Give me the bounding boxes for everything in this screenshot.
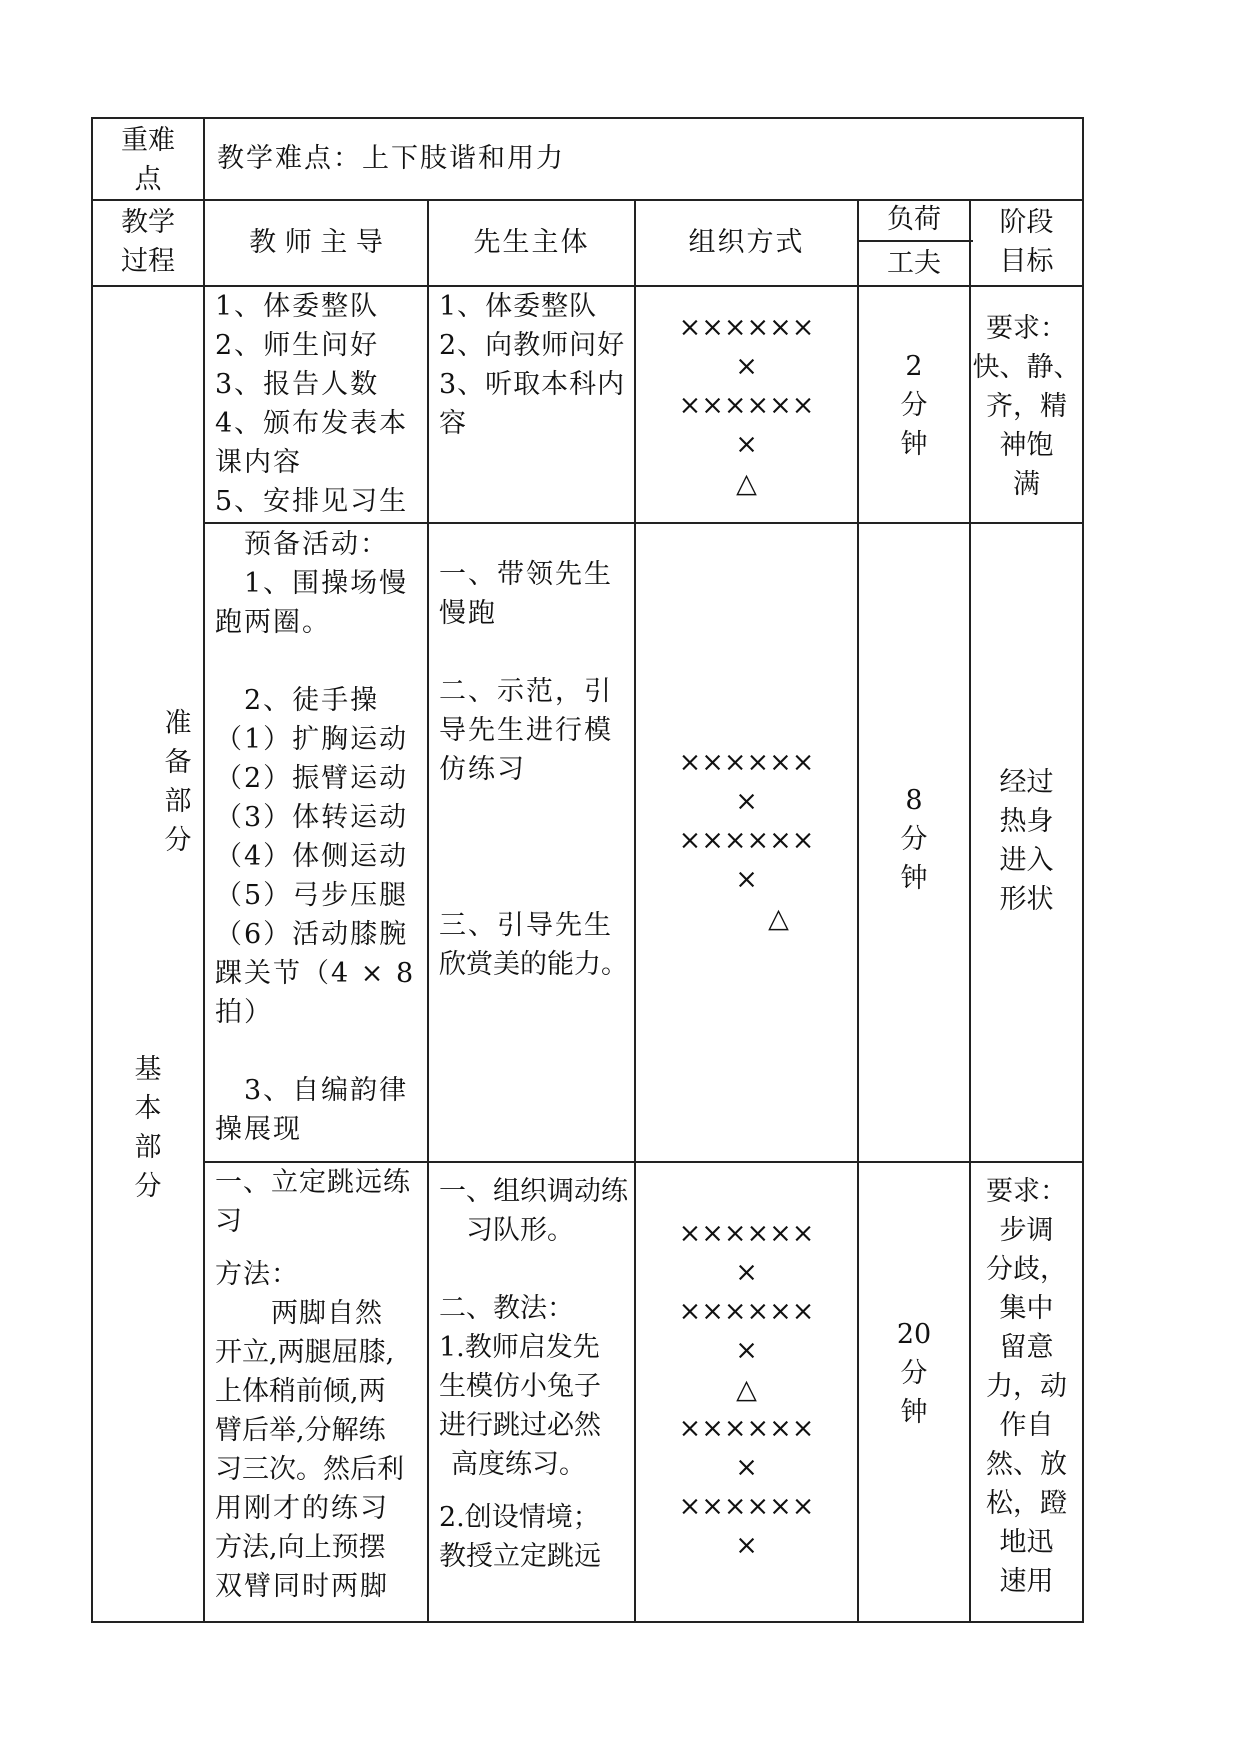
row3-goal: 要求： 步调 分歧， 集中 留意 力，动 作自 然、放 松，蹬 地迅 速用 (986, 1176, 1067, 1597)
section-label-prep: 准 备 部 分 (164, 708, 192, 856)
table-border-bottom (91, 1621, 1084, 1623)
row1-formation: ×××××× × ×××××× × △ (678, 312, 815, 499)
blank-line (215, 1241, 425, 1255)
row3-formation: ×××××× × ×××××× × △ ×××××× × ×××××× × (678, 1218, 815, 1561)
header-load-bottom: 工夫 (887, 248, 941, 279)
row2-time: 8 分 钟 (900, 785, 928, 894)
row2-formation: ×××××× × ×××××× × △ (678, 747, 815, 934)
table-rule-col1 (203, 117, 205, 1623)
table-rule-col2 (427, 199, 429, 1623)
header-organization: 组织方式 (688, 227, 805, 258)
table-border-top (91, 117, 1084, 119)
row1-time: 2 分 钟 (900, 351, 928, 460)
difficulty-text: 教学难点：上下肢谐和用力 (217, 143, 565, 174)
row1-teacher: 1、体委整队 2、师生问好 3、报告人数 4、颁布发表本 课内容 5、安排见习生 (215, 291, 409, 517)
header-student: 先生主体 (473, 227, 590, 258)
table-border-right (1082, 117, 1084, 1623)
blank-line (439, 1484, 632, 1498)
header-teacher: 教 师 主 导 (249, 227, 383, 258)
blank-line (215, 1032, 425, 1071)
row2-goal: 经过 热身 进入 形状 (999, 767, 1054, 915)
row3-teacher: 一、立定跳远练 习 方法： 两脚自然 开立,两腿屈膝, 上体稍前倾,两 臂后举,分解练 习三次。然后利 用刚才的练习 方法,向上预摆 双臂同时两脚 (215, 1163, 425, 1606)
blank-line (439, 789, 632, 828)
row1-student: 1、体委整队 2、向教师问好 3、听取本科内 容 (439, 291, 626, 439)
blank-line (215, 642, 425, 681)
header-goal: 阶段 目标 (999, 207, 1054, 277)
row3-time: 20 分 钟 (896, 1319, 932, 1428)
section-label-basic: 基 本 部 分 (134, 1054, 162, 1202)
blank-line (439, 867, 632, 906)
blank-line (439, 1250, 632, 1289)
row2-teacher: 预备活动： 1、围操场慢 跑两圈。 2、徒手操 （1）扩胸运动 （2）振臂运动 （3）体转运动 （4）体侧运动 （5）弓步压腿 （6）活动膝腕 踝关节（4 × 8 拍） 3、自编韵律 操展现 (215, 525, 425, 1149)
header-process: 教学 过程 (121, 207, 175, 277)
row1-goal: 要求： 快、静、 齐，精 神饱 满 (972, 313, 1081, 500)
table-rule-load-split (859, 240, 973, 242)
table-border-left (91, 117, 93, 1623)
row3-student: 一、组织调动练 习队形。 二、教法： 1.教师启发先 生模仿小兔子 进行跳过必然 高度练习。 2.创设情境； 教授立定跳远 (439, 1172, 632, 1576)
blank-line (439, 828, 632, 867)
row2-student: 一、带领先生 慢跑 二、示范，引 导先生进行模 仿练习 三、引导先生 欣赏美的能力。 (439, 555, 632, 984)
header-load-top: 负荷 (887, 204, 941, 235)
table-rule-row1-bottom (203, 522, 1084, 524)
difficulty-label: 重难 点 (121, 125, 175, 195)
blank-line (439, 633, 632, 672)
